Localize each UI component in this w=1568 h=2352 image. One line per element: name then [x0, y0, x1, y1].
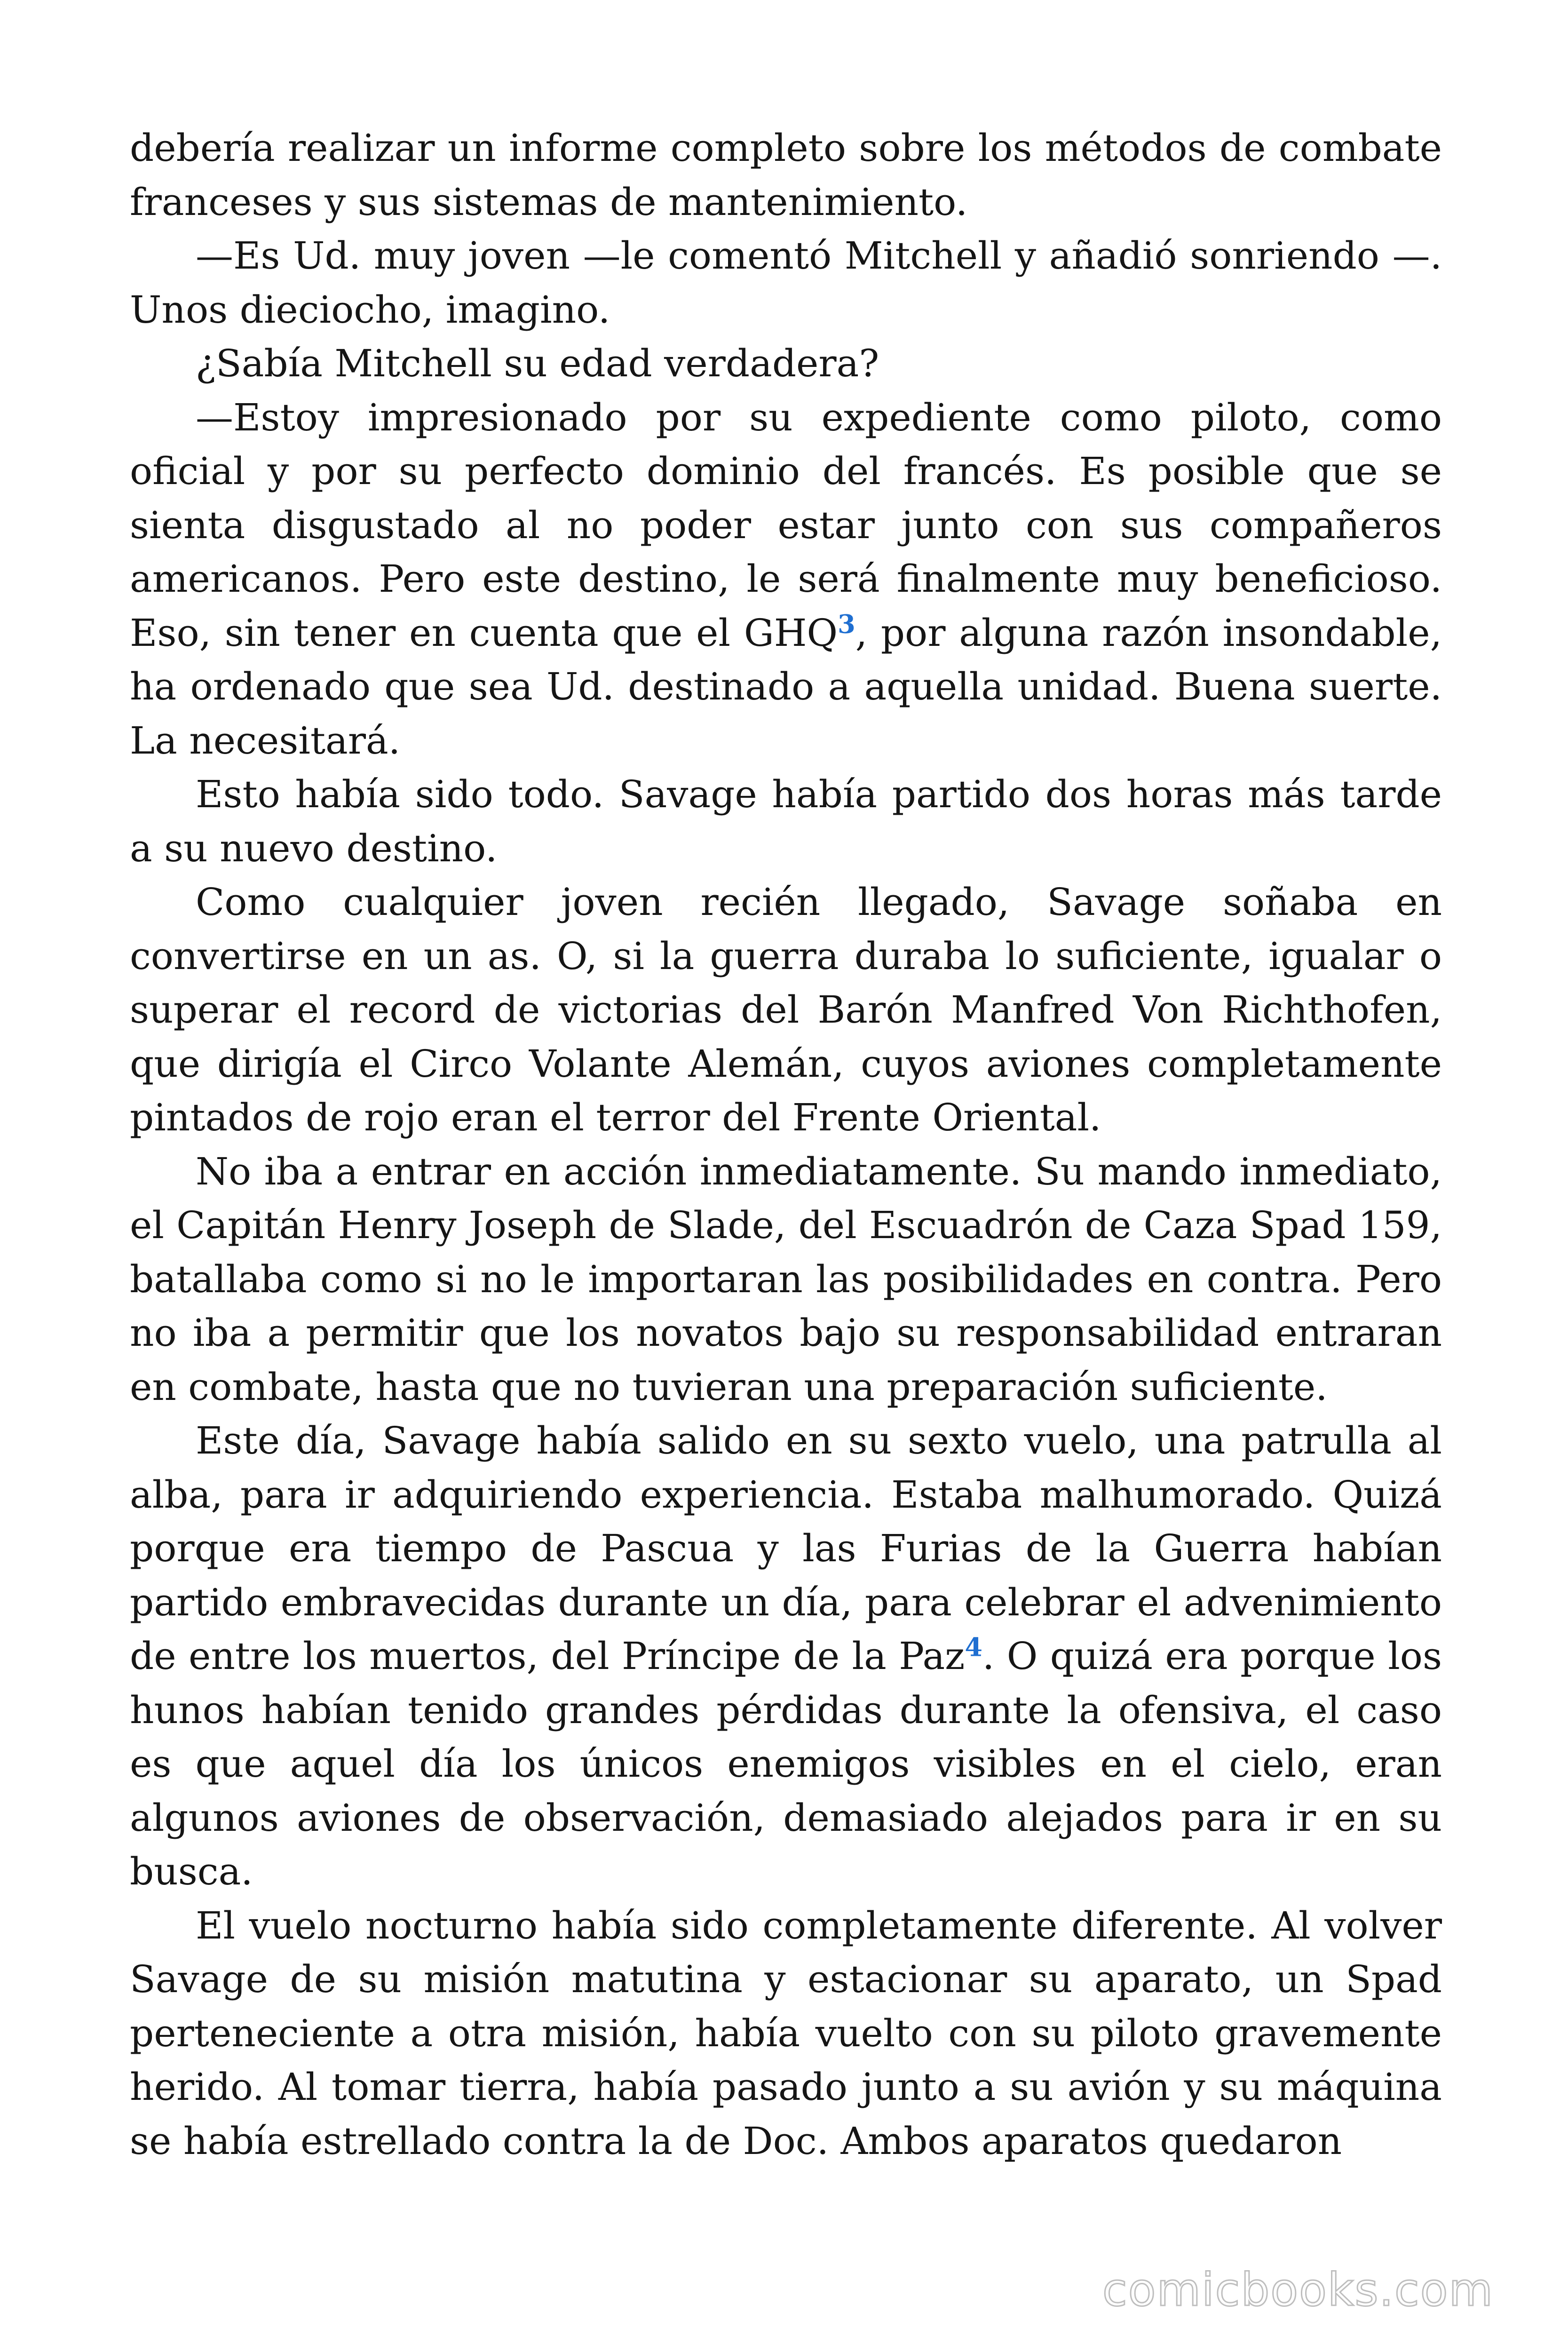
paragraph: [130, 337, 1442, 391]
paragraph-text: —Es Ud. muy joven —le comentó Mitchell y añadió sonriendo —. Unos dieciocho, imagino.: [130, 234, 1442, 332]
paragraph: [130, 1899, 1442, 2169]
paragraph: [130, 875, 1442, 1145]
paragraph-text: Esto había sido todo. Savage había partido dos horas más tarde a su nuevo destino.: [130, 772, 1442, 870]
paragraph-text: Este día, Savage había salido en su sexto vuelo, una patrulla al alba, para ir adquiriendo experiencia. Estaba malhumorado. Quizá porque era tiempo de Pascua y las Furias de la Guerra habían partido embravecidas durante un día, para celebrar el advenimiento de entre los muertos, del Príncipe de la Paz: [130, 1419, 1442, 1678]
paragraph: [130, 391, 1442, 768]
watermark-comicbooks: comicbooks.com: [1102, 2264, 1494, 2316]
paragraph-text: Como cualquier joven recién llegado, Savage soñaba en convertirse en un as. O, si la guerra duraba lo suficiente, igualar o superar el record de victorias del Barón Manfred Von Richthofen, que dirigía el Circo Volante Alemán, cuyos aviones completamente pintados de rojo eran el terror del Frente Oriental.: [130, 880, 1442, 1139]
paragraph-text: No iba a entrar en acción inmediatamente. Su mando inmediato, el Capitán Henry Joseph de Slade, del Escuadrón de Caza Spad 159, batallaba como si no le importaran las posibilidades en contra. Pero no iba a permitir que los novatos bajo su responsabilidad entraran en combate, hasta que no tuvieran una preparación suficiente.: [130, 1149, 1442, 1409]
paragraph-text: debería realizar un informe completo sobre los métodos de combate franceses y sus sistemas de mantenimiento.: [130, 126, 1442, 224]
paragraph: [130, 121, 1442, 229]
paragraph-text: , por alguna razón insondable, ha ordenado que sea Ud. destinado a aquella unidad. Buena suerte. La necesitará.: [130, 611, 1442, 763]
paragraph: [130, 768, 1442, 875]
paragraph-text: ¿Sabía Mitchell su edad verdadera?: [196, 342, 879, 385]
footnote-reference-link[interactable]: 3: [838, 608, 855, 639]
paragraph: [130, 1145, 1442, 1414]
footnote-reference-link[interactable]: 4: [965, 1632, 982, 1662]
paragraph-text: . O quizá era porque los hunos habían tenido grandes pérdidas durante la ofensiva, el caso es que aquel día los únicos enemigos visibles en el cielo, eran algunos aviones de observación, demasiado alejados para ir en su busca.: [130, 1634, 1442, 1893]
paragraph: [130, 229, 1442, 337]
paragraph: [130, 1414, 1442, 1899]
paragraph-text: —Estoy impresionado por su expediente como piloto, como oficial y por su perfecto dominio del francés. Es posible que se sienta disgustado al no poder estar junto con sus compañeros americanos. Pero este destino, le será finalmente muy beneficioso. Eso, sin tener en cuenta que el GHQ: [130, 395, 1442, 655]
page-body-text: [130, 121, 1442, 2168]
paragraph-text: El vuelo nocturno había sido completamente diferente. Al volver Savage de su misión matutina y estacionar su aparato, un Spad perteneciente a otra misión, había vuelto con su piloto gravemente herido. Al tomar tierra, había pasado junto a su avión y su máquina se había estrellado contra la de Doc. Ambos aparatos quedaron: [130, 1903, 1442, 2163]
